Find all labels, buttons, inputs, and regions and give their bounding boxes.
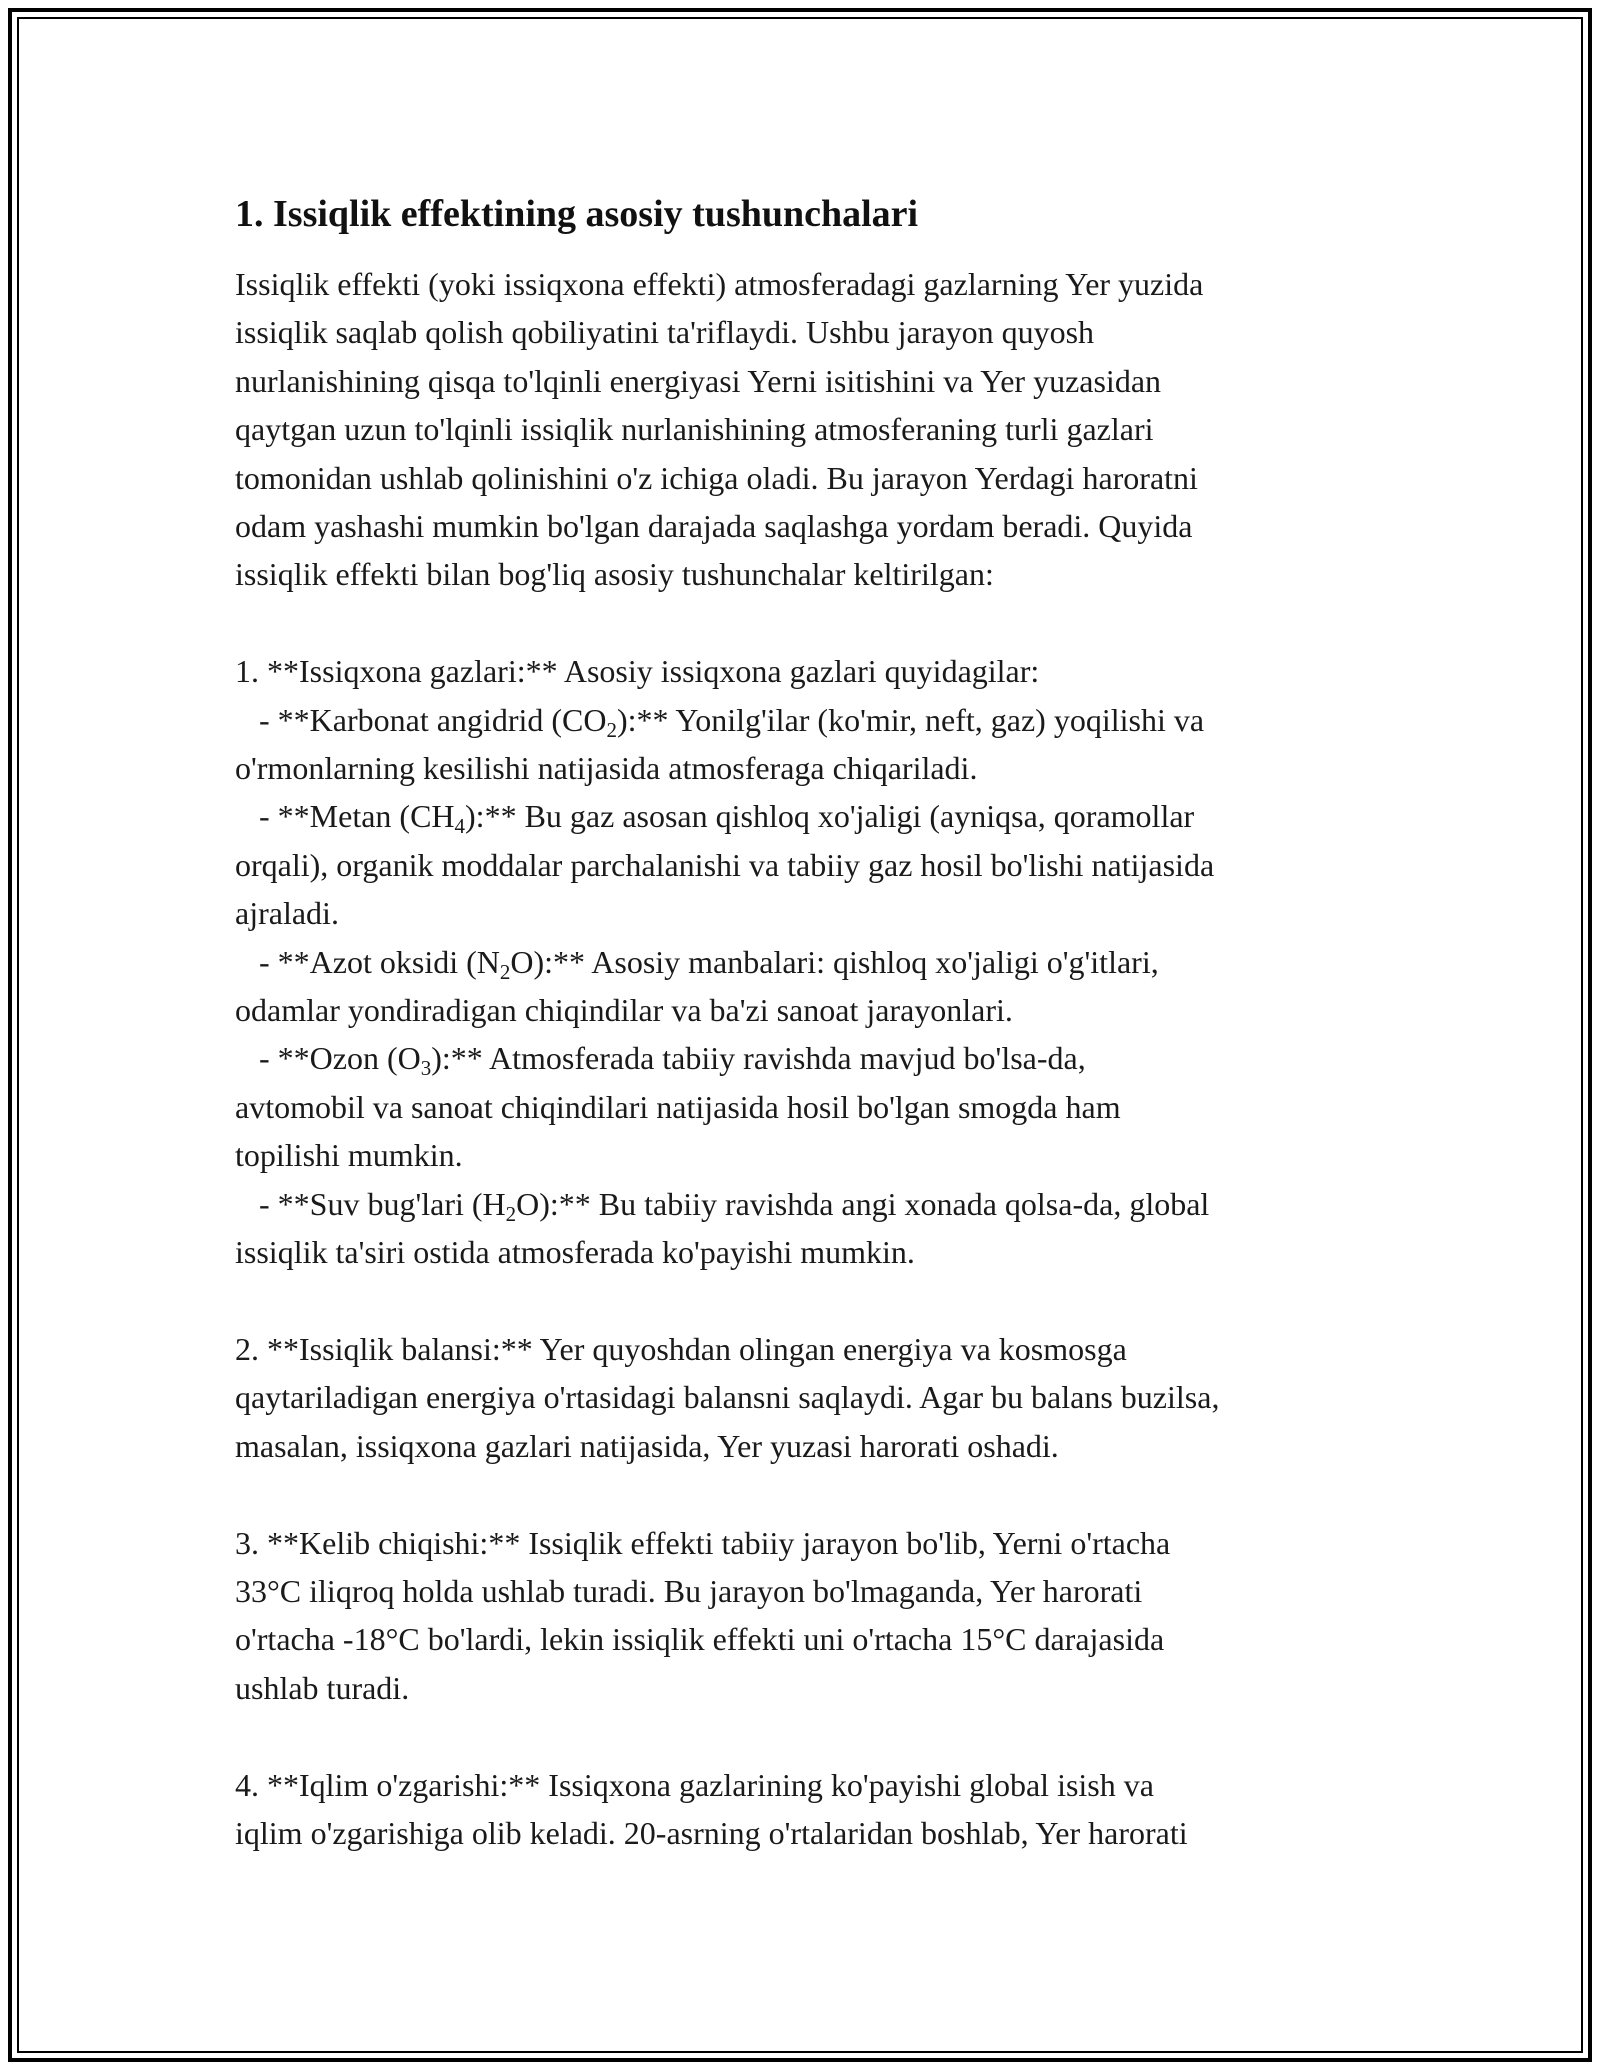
gas-o3-continuation: avtomobil va sanoat chiqindilari natijasida hosil bo'lgan smogda ham xyxy=(235,1088,1121,1125)
subscript: 4 xyxy=(454,814,466,839)
list-item-heat-balance xyxy=(235,1325,1375,1470)
intro-line: issiqlik effekti bilan bog'liq asosiy tushunchalar keltirilgan: xyxy=(235,556,994,593)
intro-line: nurlanishining qisqa to'lqinli energiyasi Yerni isitishini va Yer yuzasidan xyxy=(235,362,1162,399)
gas-ch4-continuation: ajraladi. xyxy=(235,895,339,932)
list-item-title: 1. **Issiqxona gazlari:** Asosiy issiqxona gazlari quyidagilar: xyxy=(235,653,1040,690)
gas-h2o-continuation: issiqlik ta'siri ostida atmosferada ko'payishi mumkin. xyxy=(235,1234,915,1271)
section-heading: 1. Issiqlik effektining asosiy tushunchalari xyxy=(235,193,919,235)
gas-o3 xyxy=(235,1034,1375,1082)
intro-line: Issiqlik effekti (yoki issiqxona effekti) atmosferadagi gazlarning Yer yuzida xyxy=(235,266,1204,302)
gas-ch4-suffix: ):** Bu gaz asosan qishloq xo'jaligi (ayniqsa, qoramollar xyxy=(465,798,1195,835)
blank-line xyxy=(235,599,1375,647)
gas-o3-prefix: - **Ozon (O xyxy=(235,1040,421,1077)
gas-n2o-prefix: - **Azot oksidi (N xyxy=(235,943,500,980)
list-item-line: qaytariladigan energiya o'rtasidagi balansni saqlaydi. Agar bu balans buzilsa, xyxy=(235,1379,1220,1416)
gas-ch4-continuation: orqali), organik moddalar parchalanishi va tabiiy gaz hosil bo'lishi natijasida xyxy=(235,846,1215,883)
subscript: 2 xyxy=(606,717,617,742)
gas-h2o-prefix: - **Suv bug'lari (H xyxy=(235,1185,506,1222)
list-item-origin xyxy=(235,1519,1375,1713)
gas-o3-suffix: ):** Atmosferada tabiiy ravishda mavjud bo'lsa-da, xyxy=(431,1040,1086,1077)
intro-paragraph xyxy=(235,260,1375,599)
subscript: 2 xyxy=(499,959,511,984)
gas-co2-suffix: ):** Yonilg'ilar (ko'mir, neft, gaz) yoqilishi va xyxy=(616,701,1205,738)
intro-line: qaytgan uzun to'lqinli issiqlik nurlanishining atmosferaning turli gazlari xyxy=(235,411,1154,448)
list-item-line: ushlab turadi. xyxy=(235,1669,410,1706)
gas-ch4 xyxy=(235,792,1375,840)
list-item-line: masalan, issiqxona gazlari natijasida, Yer yuzasi harorati oshadi. xyxy=(235,1427,1059,1464)
gas-n2o-continuation: odamlar yondiradigan chiqindilar va ba'zi sanoat jarayonlari. xyxy=(235,992,1013,1029)
blank-line xyxy=(235,1712,1375,1760)
gas-co2-continuation: o'rmonlarning kesilishi natijasida atmosferaga chiqariladi. xyxy=(235,750,978,787)
list-item-line: 3. **Kelib chiqishi:** Issiqlik effekti tabiiy jarayon bo'lib, Yerni o'rtacha xyxy=(235,1524,1171,1561)
list-item-line: iqlim o'zgarishiga olib keladi. 20-asrning o'rtalaridan boshlab, Yer harorati xyxy=(235,1814,1188,1851)
intro-line: issiqlik saqlab qolish qobiliyatini ta'riflaydi. Ushbu jarayon quyosh xyxy=(235,314,1095,351)
gas-n2o-suffix: O):** Asosiy manbalari: qishloq xo'jaligi o'g'itlari, xyxy=(510,943,1159,980)
list-item-climate-change xyxy=(235,1761,1375,1858)
intro-line: odam yashashi mumkin bo'lgan darajada saqlashga yordam beradi. Quyida xyxy=(235,508,1193,545)
document-body xyxy=(235,188,1375,1857)
gas-h2o-suffix: O):** Bu tabiiy ravishda angi xonada qolsa-da, global xyxy=(516,1185,1210,1222)
gas-ch4-prefix: - **Metan (CH xyxy=(235,798,455,835)
list-item-line: o'rtacha -18°C bo'lardi, lekin issiqlik effekti uni o'rtacha 15°C darajasida xyxy=(235,1621,1165,1658)
intro-line: tomonidan ushlab qolinishini o'z ichiga oladi. Bu jarayon Yerdagi haroratni xyxy=(235,459,1198,496)
list-item-line: 33°C iliqroq holda ushlab turadi. Bu jarayon bo'lmaganda, Yer harorati xyxy=(235,1572,1143,1609)
gas-co2 xyxy=(235,696,1375,744)
list-item-line: 4. **Iqlim o'zgarishi:** Issiqxona gazlarining ko'payishi global isish va xyxy=(235,1766,1154,1803)
blank-line xyxy=(235,1470,1375,1518)
gas-n2o xyxy=(235,938,1375,986)
subscript: 2 xyxy=(505,1201,517,1226)
blank-line xyxy=(235,1277,1375,1325)
gas-o3-continuation: topilishi mumkin. xyxy=(235,1137,463,1174)
list-item-greenhouse-gases xyxy=(235,647,1375,1276)
subscript: 3 xyxy=(420,1056,432,1081)
gas-h2o xyxy=(235,1180,1375,1228)
list-item-line: 2. **Issiqlik balansi:** Yer quyoshdan olingan energiya va kosmosga xyxy=(235,1330,1127,1367)
gas-co2-prefix: - **Karbonat angidrid (CO xyxy=(235,701,607,738)
